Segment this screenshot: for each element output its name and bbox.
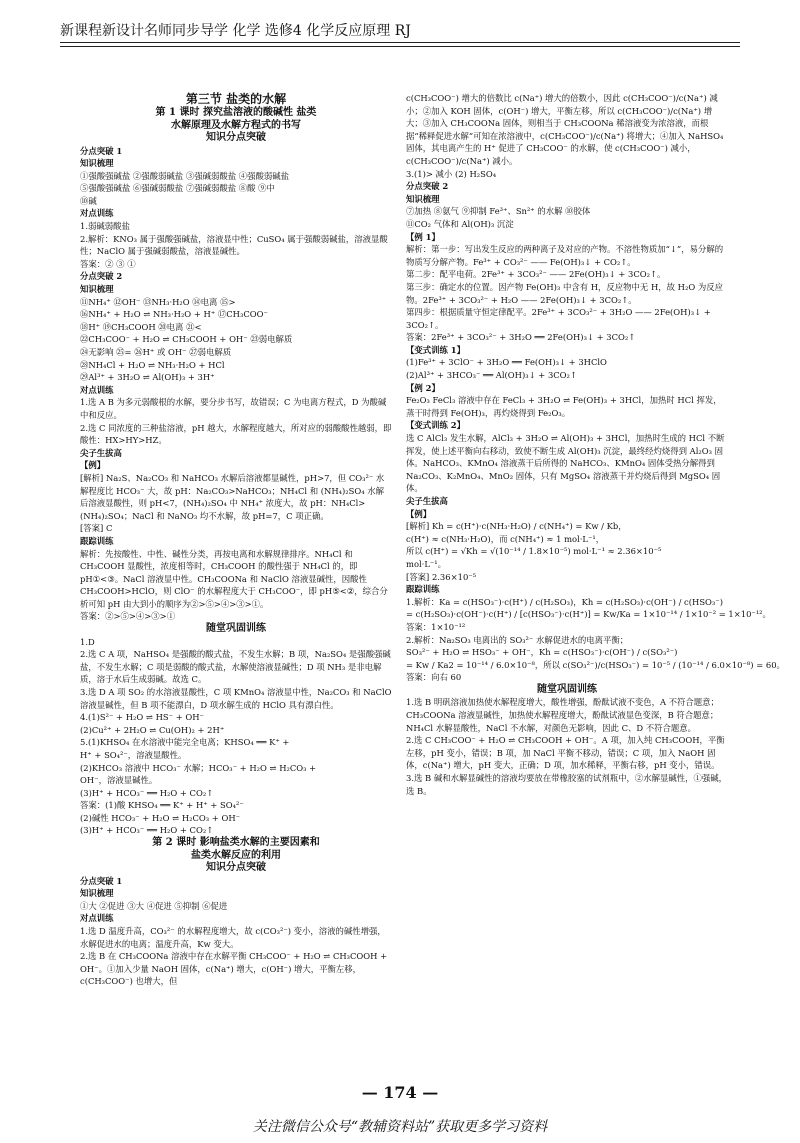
text-line: ⑩碱 [80, 195, 97, 206]
text-line: 3.(1)> 减小 (2) H₂SO₄ [406, 168, 497, 179]
text-line: 答案：向右 60 [406, 672, 462, 683]
text-paragraph: 解析：先按酸性、中性、碱性分类，再按电离和水解规律排序。NH₄Cl 和 CH₃COOH 显酸性，浓度相等时，CH₃COOH 的酸性强于 NH₄Cl 的，即 pH①<③。NaCl 溶液显中性。CH₃COONa 和 NaClO 溶液显碱性，因酸性 CH₃COOH>HClO，则 ClO⁻ 的水解程度大于 CH₃COO⁻，即 pH⑤<②，综合分析可知 pH 由大到小的顺序为②>⑤>④>③>①。 [80, 548, 388, 609]
text-line: ㉔无影响 ㉕= ㉖H⁺ 或 OH⁻ ㉗弱电解质 [80, 347, 232, 357]
text-line: [答案] 2.36×10⁻⁵ [406, 571, 477, 582]
section-label: 对点训练 [80, 208, 114, 219]
subsection-title: 水解原理及水解方程式的书写 [171, 119, 301, 131]
text-line: 答案：(1)酸 KHSO₄ ══ K⁺ + H⁺ + SO₄²⁻ [80, 800, 244, 811]
text-paragraph: 3.选 D A 项 SO₂ 的水溶液显酸性，C 项 KMnO₄ 溶液显中性，Na₂CO₃ 和 NaClO 溶液显碱性，但 B 项不能漂白，D 项水解生成的 HClO 具有漂白性。 [80, 686, 392, 710]
text-line: ㉙Al³⁺ + 3H₂O ⇌ Al(OH)₃ + 3H⁺ [80, 372, 215, 383]
section-label: 尖子生拔高 [80, 447, 122, 458]
text-line: (2)碱性 HCO₃⁻ + H₂O ⇌ H₂CO₃ + OH⁻ [80, 812, 241, 823]
text-paragraph: 1.选 B 明矾溶液加热使水解程度增大，酸性增强，酚酞试液不变色，A 不符合题意；CH₃COONa 溶液显碱性，加热使水解程度增大，酚酞试液显色变深，B 符合题意；NH₄Cl 水解显酸性，NaCl 不水解，对颜色无影响，因此 C、D 不符合题意。 [406, 697, 719, 733]
section-label: 知识梳理 [80, 888, 114, 899]
text-line: H⁺ + SO₄²⁻，溶液显酸性。 [80, 749, 187, 760]
text-line: = Kw / Ka2 = 10⁻¹⁴ / 6.0×10⁻⁸，所以 c(SO₃²⁻)/c(HSO₃⁻) = 10⁻⁵ / (10⁻¹⁴ / 6.0×10⁻⁸) = 60。 [406, 659, 785, 670]
footer-note: 关注微信公众号“教辅资料站”获取更多学习资料 [252, 1119, 548, 1135]
text-paragraph: 第四步：根据质量守恒定律配平。2Fe³⁺ + 3CO₃²⁻ + 3H₂O —— 2Fe(OH)₃↓ + 3CO₂↑。 [406, 307, 711, 330]
text-paragraph: [解析] Na₂S、Na₂CO₃ 和 NaHCO₃ 水解后溶液都显碱性，pH>7，但 CO₃²⁻ 水解程度比 HCO₃⁻ 大，故 pH：Na₂CO₃>NaHCO₃；NH₄Cl 和 (NH₄)₂SO₄ 水解后溶液显酸性，则 pH<7，(NH₄)₂SO₄ 中 NH₄⁺ 浓度大，故 pH：NH₄Cl>(NH₄)₂SO₄；NaCl 和 NaNO₃ 均不水解，故 pH=7，C 项正确。 [80, 472, 385, 521]
text-line: (3)H⁺ + HCO₃⁻ ══ H₂O + CO₂↑ [80, 787, 214, 798]
text-line: [答案] C [80, 523, 113, 534]
text-paragraph: 2.选 C A 项，NaHSO₄ 是强酸的酸式盐，不发生水解；B 项，Na₂SO₄ 是强酸强碱盐，不发生水解；C 项是弱酸的酸式盐，水解使溶液显碱性；D 项 NH₃ 是非电解质，溶于水后生成弱碱。故选 C。 [80, 649, 391, 685]
text-line: 1.D [80, 636, 95, 647]
subsection-title: 随堂巩固训练 [206, 623, 266, 635]
right-column [406, 92, 785, 797]
text-line: 4.(1)S²⁻ + H₂O ⇌ HS⁻ + OH⁻ [80, 712, 204, 723]
text-line: 答案：1×10⁻¹² [406, 621, 466, 632]
header-rule-bottom [60, 46, 740, 47]
text-line: 1.弱碱弱酸盐 [80, 221, 130, 232]
section-label: 跟踪训练 [80, 535, 114, 546]
text-line: (2)Al³⁺ + 3HCO₃⁻ ══ Al(OH)₃↓ + 3CO₂↑ [406, 370, 577, 381]
text-line: ⑯NH₄⁺ + H₂O ⇌ NH₃·H₂O + H⁺ ⑰CH₃COO⁻ [80, 309, 268, 320]
subsection-title: 知识分点突破 [206, 132, 266, 143]
text-line: [解析] Kh = c(H⁺)·c(NH₃·H₂O) / c(NH₄⁺) = Kw / Kb， [406, 521, 627, 532]
section-label: 【例】 [406, 508, 432, 519]
text-line: mol·L⁻¹。 [406, 558, 447, 569]
text-paragraph: 选 C AlCl₃ 发生水解，AlCl₃ + 3H₂O ⇌ Al(OH)₃ + 3HCl，加热时生成的 HCl 不断挥发，使上述平衡向右移动，致使不断生成 Al(OH)₃ 沉淀，最终经灼烧得到 Al₂O₃ 固体。NaHCO₃、KMnO₄ 溶液蒸干后所得的 NaHCO₃、KMnO₄ 固体受热分解得到 Na₂CO₃、K₂MnO₄、MnO₂ 固体，只有 MgSO₄ 溶液蒸干并灼烧后得到 MgSO₄ 固体。 [406, 433, 725, 494]
section-label: 【变式训练 2】 [406, 420, 465, 431]
subsection-title: 第 2 课时 影响盐类水解的主要因素和 [152, 837, 320, 849]
page-number: — 174 — [361, 1083, 439, 1102]
text-line: (3)H⁺ + HCO₃⁻ ══ H₂O + CO₂↑ [80, 825, 214, 836]
text-line: 2.解析：Na₂SO₃ 电离出的 SO₃²⁻ 水解促进水的电离平衡； [406, 634, 629, 645]
subsection-title: 第 1 课时 探究盐溶液的酸碱性 盐类 [155, 107, 317, 118]
text-line: ①强酸强碱盐 ②强酸弱碱盐 ③强碱弱酸盐 ④强酸弱碱盐 [80, 170, 289, 181]
text-line: ㉘NH₄Cl + H₂O ⇌ NH₃·H₂O + HCl [80, 359, 225, 370]
text-line: ①大 ②促进 ③大 ④促进 ⑤抑制 ⑥促进 [80, 900, 228, 911]
section-label: 【变式训练 1】 [406, 344, 465, 355]
text-line: ㉒CH₃COO⁻ + H₂O ⇌ CH₃COOH + OH⁻ ㉓弱电解质 [80, 334, 293, 345]
text-paragraph: 1.选 A B 为多元弱酸根的水解，要分步书写，故错误；C 为电离方程式，D 为酸碱中和反应。 [80, 397, 387, 420]
text-paragraph: 2.解析：KNO₃ 属于强酸强碱盐，溶液显中性；CuSO₄ 属于强酸弱碱盐，溶液显酸性；NaClO 属于强碱弱酸盐，溶液显碱性。 [80, 233, 388, 257]
text-line: 5.(1)KHSO₄ 在水溶液中能完全电离；KHSO₄ ══ K⁺ + [80, 737, 290, 748]
text-paragraph: c(CH₃COO⁻) 增大的倍数比 c(Na⁺) 增大的倍数小，因此 c(CH₃COO⁻)/c(Na⁺) 减小；②加入 KOH 固体，c(OH⁻) 增大，平衡左移，所以 c(CH₃COO⁻)/c(Na⁺) 增大；③加入 CH₃COONa 固体，则相当于 CH₃COONa 稀溶液变为浓溶液，而根据“稀释促进水解”可知在浓溶液中，c(CH₃COO⁻)/c(Na⁺) 将增大；④加入 NaHSO₄ 固体，其电离产生的 H⁺ 促进了 CH₃COO⁻ 的水解，使 c(CH₃COO⁻) 减小，c(CH₃COO⁻)/c(Na⁺) 减小。 [406, 93, 724, 166]
section-label: 【例 2】 [406, 382, 440, 393]
text-line: 1.解析：Ka = c(HSO₃⁻)·c(H⁺) / c(H₂SO₃)，Kh = c(H₂SO₃)·c(OH⁻) / c(HSO₃⁻) [406, 596, 723, 607]
text-line: = c(H₂SO₃)·c(OH⁻)·c(H⁺) / [c(HSO₃⁻)·c(H⁺)] = Kw/Ka = 1×10⁻¹⁴ / 1×10⁻² = 1×10⁻¹²。 [406, 609, 771, 620]
section-label: 分点突破 1 [80, 875, 123, 886]
text-line: (2)Cu²⁺ + 2H₂O ⇌ Cu(OH)₂ + 2H⁺ [80, 724, 225, 735]
text-paragraph: 2.选 C 同浓度的三种盐溶液，pH 越大，水解程度越大，所对应的弱酸酸性越弱，即酸性：HX>HY>HZ。 [80, 422, 392, 446]
text-line: ⑱H⁺ ⑲CH₃COOH ⑳电离 ㉑< [80, 321, 202, 332]
text-line: (1)Fe³⁺ + 3ClO⁻ + 3H₂O ══ Fe(OH)₃↓ + 3HClO [406, 357, 607, 368]
text-paragraph: 2.选 B 在 CH₃COONa 溶液中存在水解平衡 CH₃COO⁻ + H₂O ⇌ CH₃COOH + OH⁻。①加入少量 NaOH 固体，c(Na⁺) 增大，c(OH⁻) 增大，平衡左移，c(CH₃COO⁻) 也增大，但 [80, 951, 388, 987]
text-line: 所以 c(H⁺) = √Kh = √(10⁻¹⁴ / 1.8×10⁻⁵) mol·L⁻¹ ≈ 2.36×10⁻⁵ [406, 546, 662, 557]
header-rule-top [60, 42, 740, 43]
section-label: 对点训练 [80, 913, 114, 924]
text-line: OH⁻，溶液显碱性。 [80, 775, 158, 786]
section-label: 【例 1】 [406, 231, 440, 242]
text-line: 答案：② ③ ① [80, 258, 136, 269]
text-paragraph: 解析：第一步：写出发生反应的两种离子及对应的产物。不溶性物质加“↓”，易分解的物质写分解产物。Fe³⁺ + CO₃²⁻ —— Fe(OH)₃↓ + CO₂↑。 [406, 244, 724, 267]
section-label: 分点突破 2 [406, 181, 449, 192]
text-line: 答案：②>⑤>④>③>① [80, 611, 176, 622]
section-title: 第三节 盐类的水解 [185, 92, 287, 106]
text-paragraph: 1.选 D 温度升高，CO₃²⁻ 的水解程度增大，故 c(CO₃²⁻) 变小，溶液的碱性增强，水解促进水的电离；温度升高，Kw 变大。 [80, 925, 386, 949]
text-line: c(H⁺) ≈ c(NH₃·H₂O)，而 c(NH₄⁺) ≈ 1 mol·L⁻¹， [406, 533, 605, 544]
subsection-title: 盐类水解反应的利用 [191, 849, 281, 861]
text-line: ⑦加热 ⑧氨气 ⑨抑制 Fe³⁺、Sn²⁺ 的水解 ⑩胶体 [406, 206, 591, 217]
text-paragraph: 3.选 B 碱和水解显碱性的溶液均要放在带橡胶塞的试剂瓶中，②水解显碱性，①强碱，选 B。 [406, 772, 727, 796]
left-column [80, 92, 392, 988]
text-line: ⑪NH₄⁺ ⑫OH⁻ ⑬NH₃·H₂O ⑭电离 ⑮> [80, 296, 236, 307]
text-line: ⑪CO₂ 气体和 Al(OH)₃ 沉淀 [406, 218, 514, 229]
text-line: 答案：2Fe³⁺ + 3CO₃²⁻ + 3H₂O ══ 2Fe(OH)₃↓ + 3CO₂↑ [406, 332, 636, 343]
section-label: 跟踪训练 [406, 584, 440, 595]
section-label: 知识梳理 [406, 193, 440, 204]
text-line: SO₃²⁻ + H₂O ⇌ HSO₃⁻ + OH⁻，Kh = c(HSO₃⁻)·c(OH⁻) / c(SO₃²⁻) [406, 647, 678, 658]
page-header: 新课程新设计名师同步导学 化学 选修4 化学反应原理 RJ [60, 23, 411, 39]
text-paragraph: 第三步：确定水的位置。因产物 Fe(OH)₃ 中含有 H，反应物中无 H，故 H₂O 为反应物。2Fe³⁺ + 3CO₃²⁻ + H₂O —— 2Fe(OH)₃↓ + 3CO₂↑。 [406, 281, 723, 305]
text-paragraph: Fe₂O₃ FeCl₃ 溶液中存在 FeCl₃ + 3H₂O ⇌ Fe(OH)₃ + 3HCl，加热时 HCl 挥发，蒸干时得到 Fe(OH)₃，再灼烧得到 Fe₂O₃。 [406, 395, 722, 418]
subsection-title: 知识分点突破 [206, 862, 266, 874]
section-label: 尖子生拔高 [406, 496, 448, 506]
text-line: ⑤强酸强碱盐 ⑥强碱弱酸盐 ⑦强碱弱酸盐 ⑧酸 ⑨中 [80, 183, 275, 194]
section-label: 知识梳理 [80, 158, 114, 169]
section-label: 分点突破 2 [80, 271, 123, 282]
section-label: 分点突破 1 [80, 145, 123, 156]
section-label: 知识梳理 [80, 284, 114, 295]
section-label: 对点训练 [80, 384, 114, 395]
text-line: (2)KHCO₃ 溶液中 HCO₃⁻ 水解；HCO₃⁻ + H₂O ⇌ H₂CO₃ + [80, 762, 317, 773]
text-paragraph: 第二步：配平电荷。2Fe³⁺ + 3CO₃²⁻ —— 2Fe(OH)₃↓ + 3CO₂↑。 [406, 269, 666, 280]
section-label: 【例】 [80, 460, 106, 471]
text-paragraph: 2.选 C CH₃COO⁻ + H₂O ⇌ CH₃COOH + OH⁻。A 项，加入纯 CH₃COOH，平衡左移，pH 变小，错误；B 项，加 NaCl 平衡不移动，错误；C 项，加入 NaOH 固体，c(Na⁺) 增大，pH 变大，正确；D 项，加水稀释，平衡右移，pH 变小，错误。 [406, 735, 725, 771]
subsection-title: 随堂巩固训练 [537, 683, 597, 695]
